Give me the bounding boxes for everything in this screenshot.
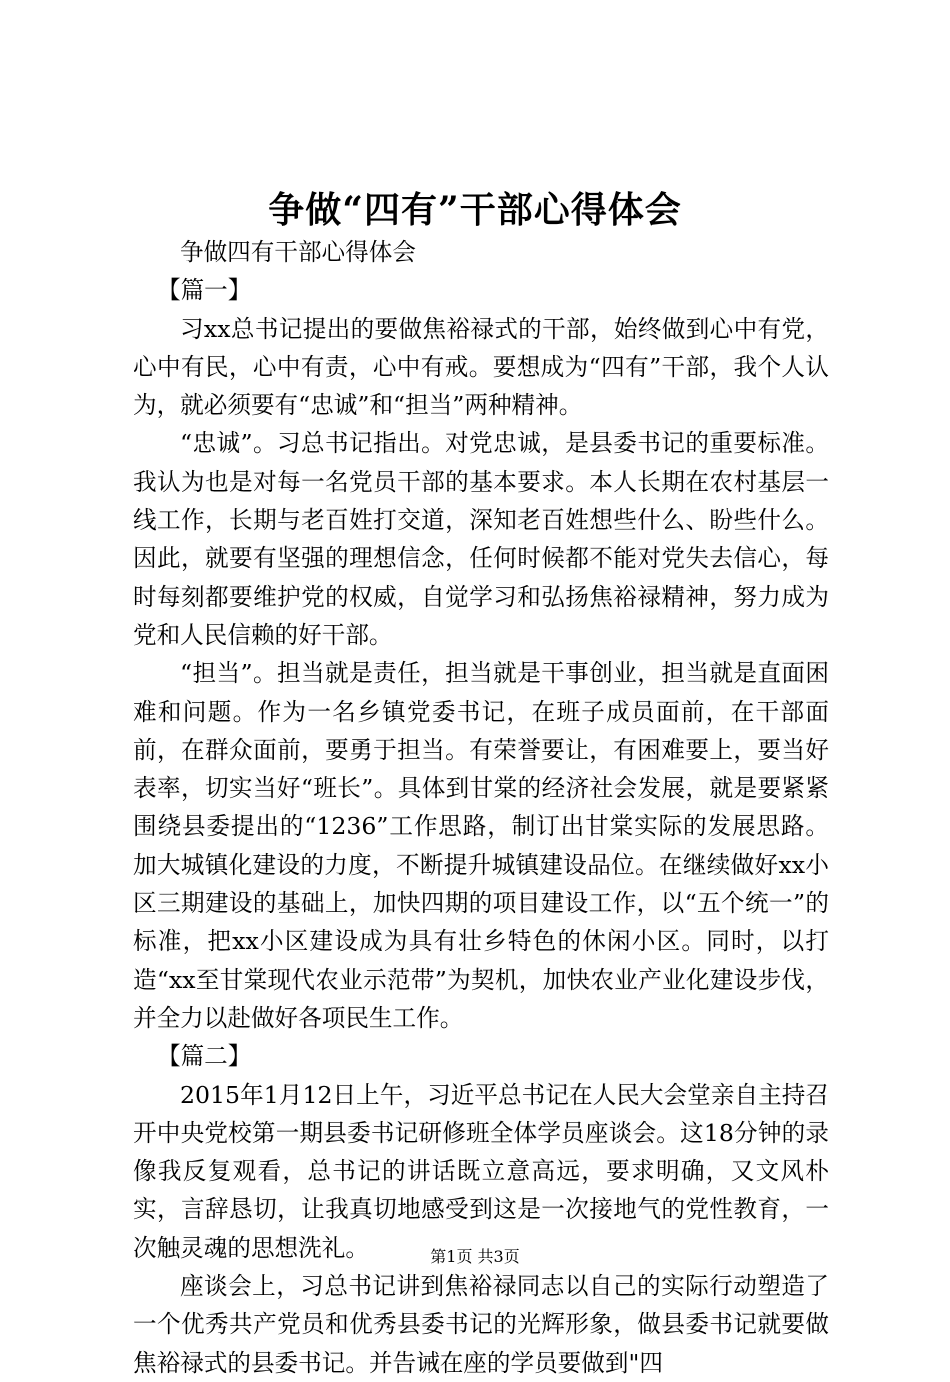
section-heading-1: 【篇一】 — [157, 276, 252, 305]
section-heading-2: 【篇二】 — [157, 1042, 252, 1071]
paragraph: “担当”。担当就是责任，担当就是干事创业，担当就是直面困难和问题。作为一名乡镇党委书记，在班子成员面前，在干部面前，在群众面前，要勇于担当。有荣誉要让，有困难要上，要当好表率，切实当好“班长”。具体到甘棠的经济社会发展，就是要紧紧围绕县委提出的“1236”工作思路，制订出甘棠实际的发展思路。加大城镇化建设的力度，不断提升城镇建设品位。在继续做好xx小区三期建设的基础上，加快四期的项目建设工作，以“五个统一”的标准，把xx小区建设成为具有壮乡特色的休闲小区。同时，以打造“xx至甘棠现代农业示范带”为契机，加快农业产业化建设步伐，并全力以赴做好各项民生工作。 — [133, 659, 829, 1032]
paragraph: 座谈会上，习总书记讲到焦裕禄同志以自己的实际行动塑造了一个优秀共产党员和优秀县委书记的光辉形象，做县委书记就要做焦裕禄式的县委书记。并告诫在座的学员要做到"四 — [133, 1272, 829, 1377]
document-title: 争做“四有”干部心得体会 — [268, 189, 682, 231]
paragraph: 习xx总书记提出的要做焦裕禄式的干部，始终做到心中有党，心中有民，心中有责，心中有戒。要想成为“四有”干部，我个人认为，就必须要有“忠诚”和“担当”两种精神。 — [133, 314, 829, 420]
paragraph: 2015年1月12日上午，习近平总书记在人民大会堂亲自主持召开中央党校第一期县委书记研修班全体学员座谈会。这18分钟的录像我反复观看，总书记的讲话既立意高远，要求明确，又文风朴实，言辞恳切，让我真切地感受到这是一次接地气的党性教育，一次触灵魂的思想洗礼。 — [133, 1080, 829, 1262]
document-body — [133, 233, 829, 1382]
page-number-footer: 第1页 共3页 — [430, 1247, 520, 1266]
paragraph: “忠诚”。习总书记指出。对党忠诚，是县委书记的重要标准。我认为也是对每一名党员干部的基本要求。本人长期在农村基层一线工作，长期与老百姓打交道，深知老百姓想些什么、盼些什么。因此，就要有坚强的理想信念，任何时候都不能对党失去信心，每时每刻都要维护党的权威，自觉学习和弘扬焦裕禄精神，努力成为党和人民信赖的好干部。 — [133, 429, 829, 649]
document-subtitle: 争做四有干部心得体会 — [180, 238, 416, 266]
